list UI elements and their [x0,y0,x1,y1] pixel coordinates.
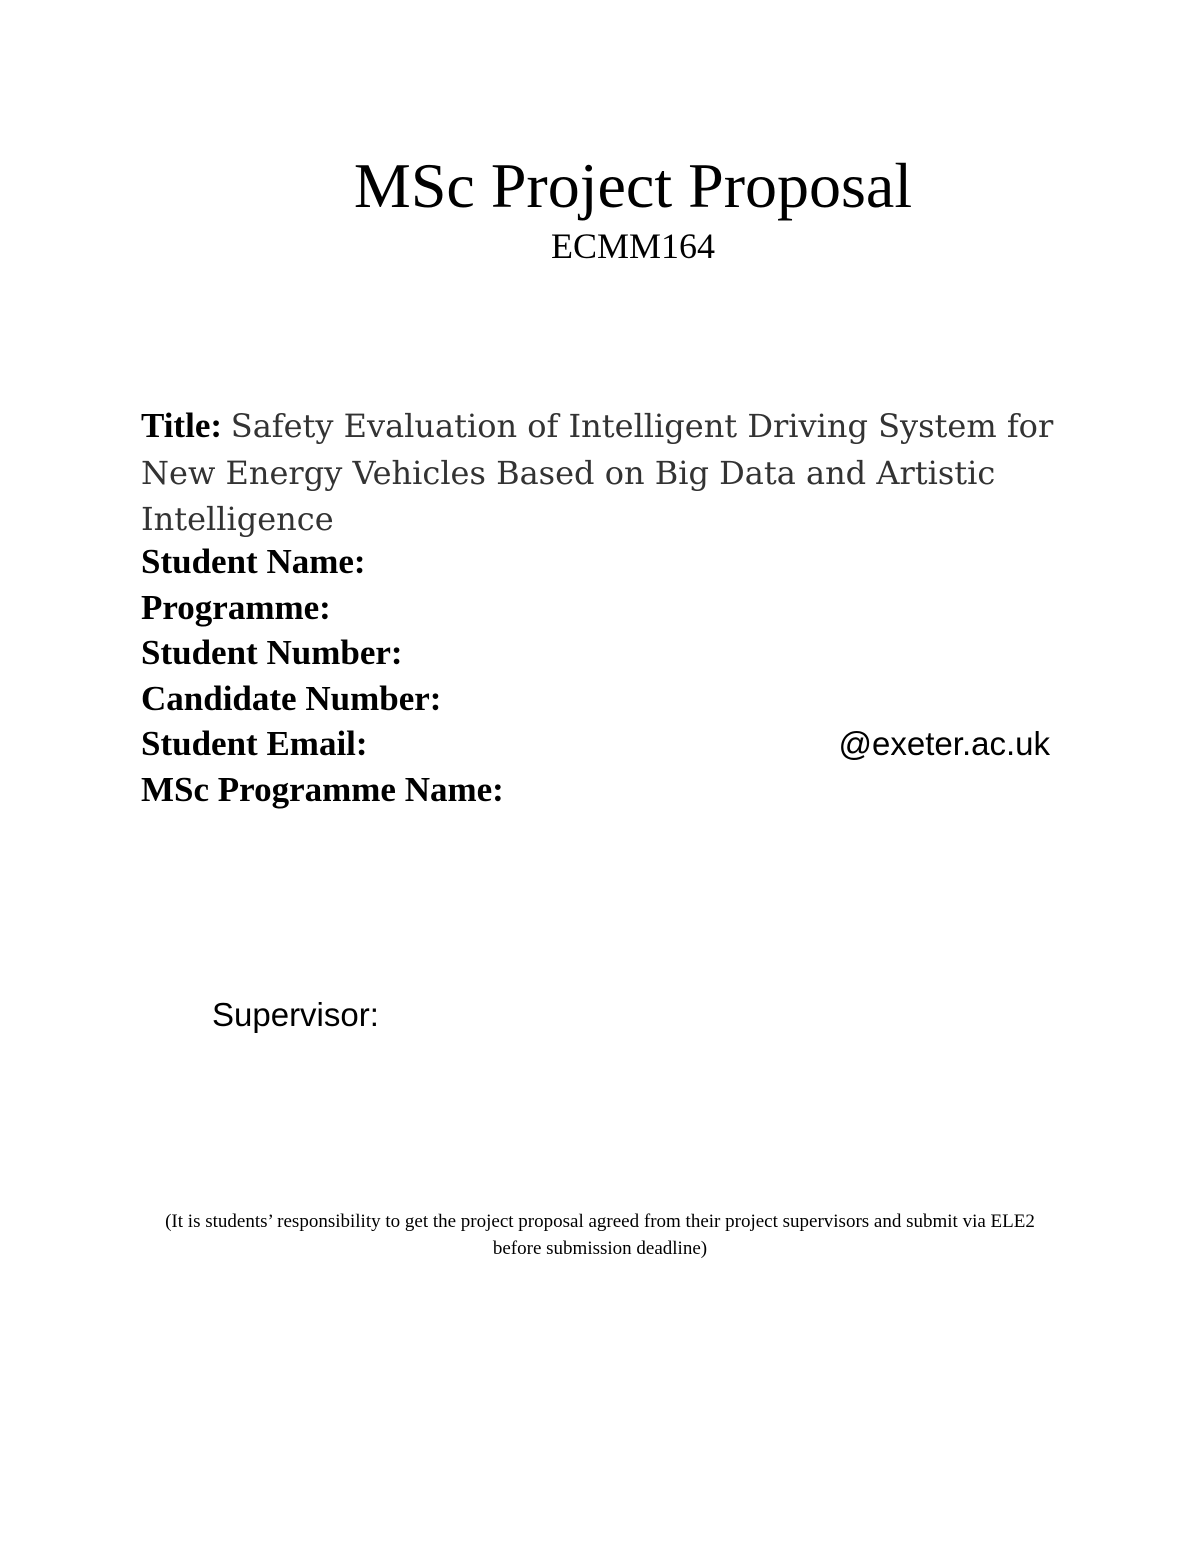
student-number-label: Student Number: [141,633,403,672]
student-number-row [141,630,1061,676]
student-email-domain: @exeter.ac.uk [838,725,1050,762]
programme-label: Programme: [141,587,331,627]
msc-programme-name-label: MSc Programme Name: [141,769,504,809]
student-name-label: Student Name: [141,542,366,581]
student-email-label: Student Email: [141,724,368,763]
project-title-label: Title: [141,406,223,445]
msc-programme-name-row [141,767,1061,813]
supervisor-label: Supervisor: [212,996,379,1033]
candidate-number-row [141,676,1061,722]
programme-row [141,585,1061,631]
student-details [141,539,1061,812]
module-code: ECMM164 [550,226,716,266]
document-title: MSc Project Proposal [353,150,913,221]
student-name-row [141,539,1061,585]
project-title-value: Safety Evaluation of Intelligent Driving System for New Energy Vehicles Based on Big Data and Artistic Intelligence [141,407,1054,538]
submission-footnote: (It is students’ responsibility to get the project proposal agreed from their project supervisors and submit via ELE2 before submission deadline) [165,1211,1035,1259]
student-email-row [141,721,1061,767]
candidate-number-label: Candidate Number: [141,678,442,718]
project-title-block [141,403,1061,543]
